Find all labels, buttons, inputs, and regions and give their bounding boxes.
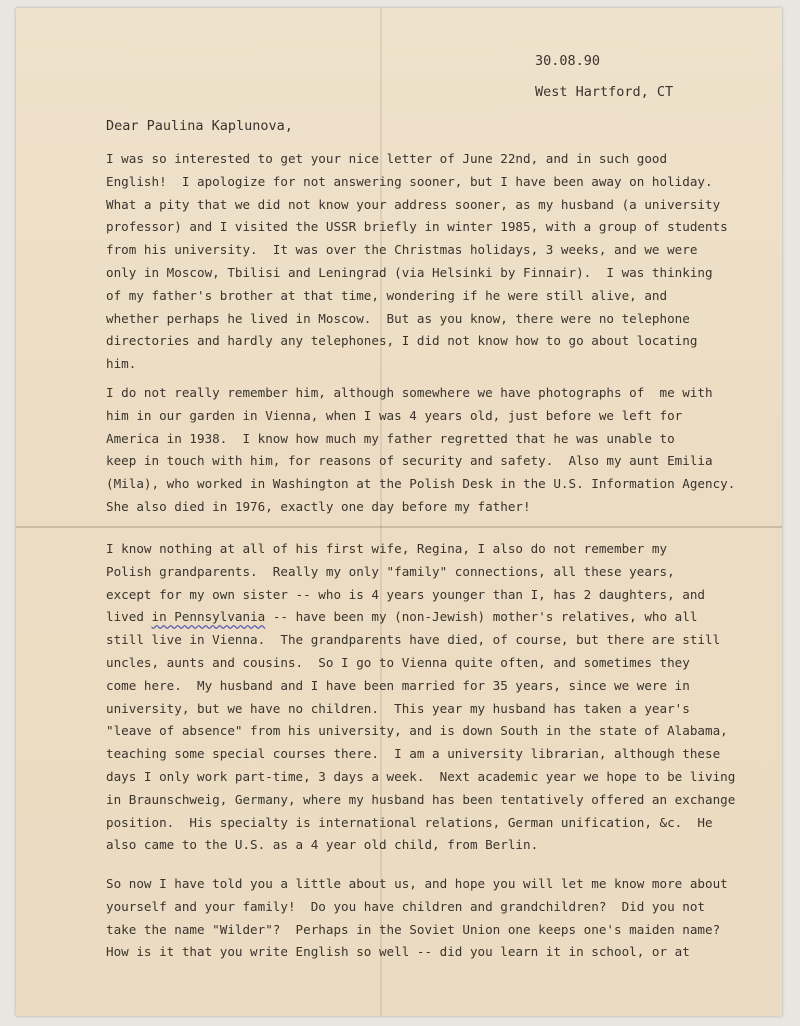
text-line: Polish grandparents. Really my only "family" connections, all these years,	[106, 563, 675, 579]
text-line: America in 1938. I know how much my father regretted that he was unable to	[106, 430, 675, 446]
text-line: How is it that you write English so well -- did you learn it in school, or at	[106, 944, 690, 960]
letter-page	[16, 8, 782, 1016]
text-line: whether perhaps he lived in Moscow. But as you know, there were no telephone	[106, 310, 690, 326]
text-line: So now I have told you a little about us, and hope you will let me know more about	[106, 876, 728, 891]
text-line: What a pity that we did not know your address sooner, as my husband (a university	[106, 196, 721, 212]
text-line: position. His specialty is international relations, German unification, &c. He	[106, 814, 713, 830]
text-line: only in Moscow, Tbilisi and Leningrad (via Helsinki by Finnair). I was thinking	[106, 264, 713, 280]
paper-fold-line	[16, 526, 782, 528]
text-line: I was so interested to get your nice letter of June 22nd, and in such good	[106, 151, 668, 166]
text-line: days I only work part-time, 3 days a week. Next academic year we hope to be living	[106, 768, 736, 784]
text-line: him.	[106, 356, 137, 372]
text-line: still live in Vienna. The grandparents have died, of course, but there are still	[106, 632, 721, 648]
pen-underline-mark: in Pennsylvania	[151, 609, 266, 625]
text-line: of my father's brother at that time, wondering if he were still alive, and	[106, 287, 668, 303]
salutation: Dear Paulina Kaplunova,	[106, 118, 293, 134]
text-line: from his university. It was over the Christmas holidays, 3 weeks, and we were	[106, 242, 698, 258]
text-line: professor) and I visited the USSR briefly in winter 1985, with a group of students	[106, 219, 728, 235]
text-line: come here. My husband and I have been married for 35 years, since we were in	[106, 677, 690, 693]
text-line: in Braunschweig, Germany, where my husband has been tentatively offered an exchange	[106, 791, 736, 807]
text-line: I know nothing at all of his first wife, Regina, I also do not remember my	[106, 541, 668, 556]
text-line: university, but we have no children. This year my husband has taken a year's	[106, 700, 690, 716]
text-line: take the name "Wilder"? Perhaps in the Soviet Union one keeps one's maiden name?	[106, 921, 721, 937]
text-line: She also died in 1976, exactly one day before my father!	[106, 498, 531, 514]
letter-place: West Hartford, CT	[535, 84, 674, 100]
text-line: yourself and your family! Do you have children and grandchildren? Did you not	[106, 898, 705, 914]
text-line: teaching some special courses there. I am a university librarian, although these	[106, 746, 721, 762]
text-line: English! I apologize for not answering sooner, but I have been away on holiday.	[106, 173, 713, 189]
text-line: "leave of absence" from his university, and is down South in the state of Alabama,	[106, 723, 728, 739]
paragraph-1	[106, 148, 728, 376]
paragraph-4	[106, 873, 728, 964]
text-line: except for my own sister -- who is 4 years younger than I, has 2 daughters, and	[106, 586, 705, 602]
text-line: keep in touch with him, for reasons of security and safety. Also my aunt Emilia	[106, 453, 713, 469]
letter-date: 30.08.90	[535, 53, 601, 69]
text-line: I do not really remember him, although somewhere we have photographs of me with	[106, 385, 713, 400]
text-line: lived in Pennsylvania -- have been my (non-Jewish) mother's relatives, who all	[106, 609, 698, 625]
paragraph-3	[106, 538, 735, 857]
text-line: directories and hardly any telephones, I did not know how to go about locating	[106, 333, 698, 349]
paragraph-2	[106, 382, 735, 519]
text-line: (Mila), who worked in Washington at the Polish Desk in the U.S. Information Agency.	[106, 476, 736, 492]
text-line: also came to the U.S. as a 4 year old child, from Berlin.	[106, 837, 539, 853]
text-line: uncles, aunts and cousins. So I go to Vienna quite often, and sometimes they	[106, 654, 690, 670]
text-line: him in our garden in Vienna, when I was 4 years old, just before we left for	[106, 407, 683, 423]
